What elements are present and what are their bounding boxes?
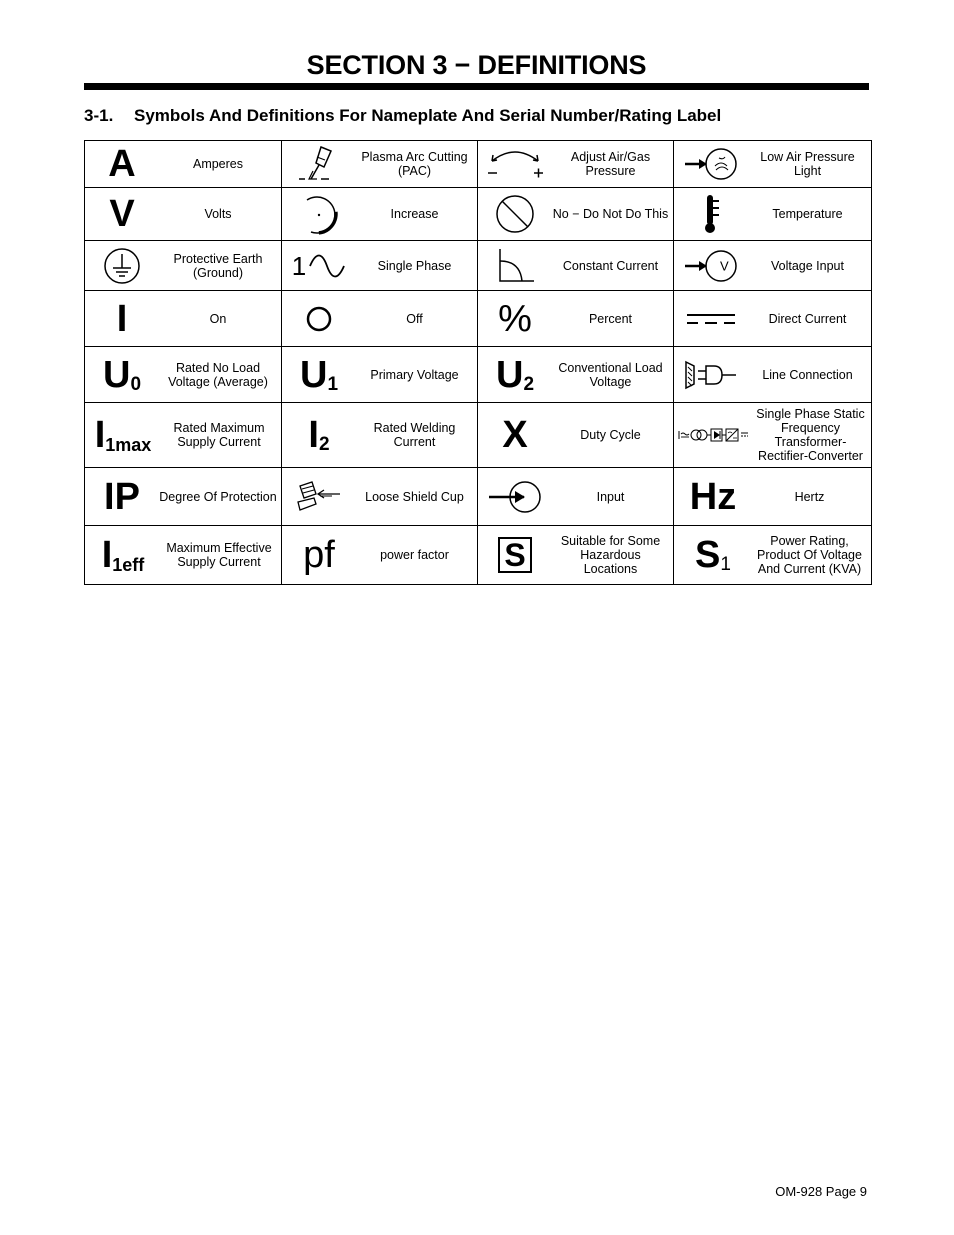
symbol-label: Single Phase Static Frequency Transformer- Rectifier-Converter: [756, 407, 865, 463]
symbol-text: U: [299, 353, 328, 396]
symbol-cell-low-air: [674, 141, 872, 188]
symbol-label: Low Air Pressure Light: [760, 150, 855, 178]
symbol-label: Rated No Load Voltage (Average): [168, 360, 268, 389]
symbol-cell-u2: [478, 347, 674, 403]
symbol-cell-amperes: [85, 141, 282, 188]
transformer-rectifier-converter-icon: [677, 425, 751, 445]
plasma-torch-icon: [297, 145, 341, 183]
symbol-cell-temperature: [674, 188, 872, 241]
symbol-text: %: [498, 297, 532, 340]
title-rule: [84, 83, 869, 90]
table-row: [85, 526, 872, 585]
symbol-cell-on: [85, 291, 282, 347]
symbol-label: Voltage Input: [771, 258, 844, 273]
symbol-label: Volts: [204, 207, 232, 221]
symbol-label: Input: [596, 489, 625, 504]
section-title: SECTION 3 − DEFINITIONS: [306, 50, 647, 80]
voltage-letter: V: [720, 258, 729, 273]
symbol-text: Hz: [689, 475, 737, 518]
symbol-label: Degree Of Protection: [159, 489, 277, 504]
symbols-table: [84, 140, 872, 585]
symbol-cell-off: [282, 291, 478, 347]
symbol-cell-plasma: [282, 141, 478, 188]
off-circle-icon: [305, 305, 333, 333]
symbol-label: Single Phase: [377, 258, 452, 273]
symbol-label: Direct Current: [768, 311, 847, 326]
symbol-cell-i2: [282, 403, 478, 468]
symbol-cell-single-phase: [282, 241, 478, 291]
symbol-cell-power-rating: [674, 526, 872, 585]
table-row: [85, 468, 872, 526]
symbol-text: IP: [104, 475, 140, 518]
input-arrow-icon: [487, 479, 543, 515]
direct-current-icon: [685, 311, 737, 327]
symbol-label: Hertz: [794, 489, 825, 504]
symbol-text: A: [108, 143, 136, 185]
symbol-label: Off: [406, 311, 423, 326]
symbol-cell-input: [478, 468, 674, 526]
constant-current-icon: [494, 247, 536, 285]
increase-dial-icon: [297, 192, 341, 236]
symbol-cell-ip: [85, 468, 282, 526]
symbol-text: X: [502, 414, 528, 456]
line-connection-plug-icon: [682, 358, 740, 392]
symbol-cell-constant-current: [478, 241, 674, 291]
symbol-subscript: 2: [318, 434, 330, 455]
symbol-label: Amperes: [192, 157, 244, 171]
symbol-cell-no: [478, 188, 674, 241]
symbol-subscript: 1eff: [112, 554, 145, 575]
thermometer-icon: [698, 193, 724, 235]
symbol-text: S: [498, 537, 531, 573]
symbol-cell-percent: [478, 291, 674, 347]
table-row: [85, 188, 872, 241]
symbol-text: U: [495, 353, 524, 396]
symbol-label: Temperature: [772, 207, 843, 221]
symbol-label: Adjust Air/Gas Pressure: [570, 150, 651, 178]
low-air-pressure-icon: [683, 146, 739, 182]
symbol-label: Maximum Effective Supply Current: [166, 541, 272, 569]
symbol-cell-hazardous: [478, 526, 674, 585]
symbol-subscript: 0: [130, 373, 142, 395]
symbol-label: Conventional Load Voltage: [558, 360, 663, 389]
symbol-cell-transformer: [674, 403, 872, 468]
table-row: [85, 291, 872, 347]
symbol-subscript: 1max: [105, 434, 152, 455]
symbol-cell-line-connection: [674, 347, 872, 403]
symbol-label: Loose Shield Cup: [365, 489, 464, 504]
sine-wave-icon: [308, 254, 346, 278]
symbol-label: Line Connection: [762, 367, 853, 382]
symbol-cell-protective-earth: [85, 241, 282, 291]
symbol-cell-i1eff: [85, 526, 282, 585]
table-row: [85, 141, 872, 188]
symbol-text: V: [109, 193, 135, 235]
symbol-subscript: 1: [327, 373, 339, 395]
voltage-input-icon: [683, 248, 739, 284]
symbol-label: Constant Current: [562, 258, 659, 273]
symbol-label: On: [209, 311, 227, 326]
symbol-cell-voltage-input: [674, 241, 872, 291]
adjust-arc-icon: [484, 149, 546, 179]
no-do-not-icon: [494, 193, 536, 235]
symbol-label: power factor: [380, 548, 449, 562]
symbol-cell-hertz: [674, 468, 872, 526]
subsection-number: 3-1.: [84, 106, 114, 125]
symbol-label: Percent: [588, 311, 633, 326]
symbol-label: Primary Voltage: [370, 367, 459, 382]
symbol-cell-increase: [282, 188, 478, 241]
symbol-cell-power-factor: [282, 526, 478, 585]
symbol-label: Rated Maximum Supply Current: [173, 421, 265, 449]
symbol-label: No − Do Not Do This: [552, 207, 669, 221]
symbol-text: I: [94, 414, 106, 456]
page-footer: OM-928 Page 9: [775, 1184, 867, 1199]
subsection-title: Symbols And Definitions For Nameplate And Serial Number/Rating Label: [134, 106, 722, 125]
subsection-heading: [84, 106, 721, 126]
symbol-cell-duty-cycle: [478, 403, 674, 468]
symbol-text: U: [102, 353, 131, 396]
symbol-label: Power Rating, Product Of Voltage And Current (KVA): [757, 534, 862, 576]
symbol-cell-i1max: [85, 403, 282, 468]
symbol-cell-adjust-air: [478, 141, 674, 188]
symbol-text: 1: [291, 250, 307, 281]
symbol-text: I: [116, 297, 128, 340]
symbol-cell-shield-cup: [282, 468, 478, 526]
symbol-cell-direct-current: [674, 291, 872, 347]
table-row: [85, 403, 872, 468]
symbol-label: Protective Earth (Ground): [173, 251, 263, 280]
symbol-text: pf: [303, 534, 335, 576]
symbol-text: I: [101, 534, 113, 576]
symbol-text: I: [308, 414, 319, 456]
symbol-cell-u1: [282, 347, 478, 403]
symbol-subscript: 1: [720, 554, 731, 575]
table-row: [85, 241, 872, 291]
protective-earth-icon: [102, 246, 142, 286]
table-row: [85, 347, 872, 403]
symbol-label: Duty Cycle: [580, 428, 641, 442]
symbol-text: S: [695, 534, 721, 576]
symbol-subscript: 2: [523, 373, 535, 395]
shield-cup-icon: [294, 480, 344, 514]
symbol-label: Rated Welding Current: [373, 421, 456, 449]
symbol-label: Plasma Arc Cutting (PAC): [361, 150, 468, 178]
symbol-cell-volts: [85, 188, 282, 241]
symbol-label: Suitable for Some Hazardous Locations: [560, 534, 661, 576]
symbol-label: Increase: [390, 207, 439, 221]
symbol-cell-u0: [85, 347, 282, 403]
